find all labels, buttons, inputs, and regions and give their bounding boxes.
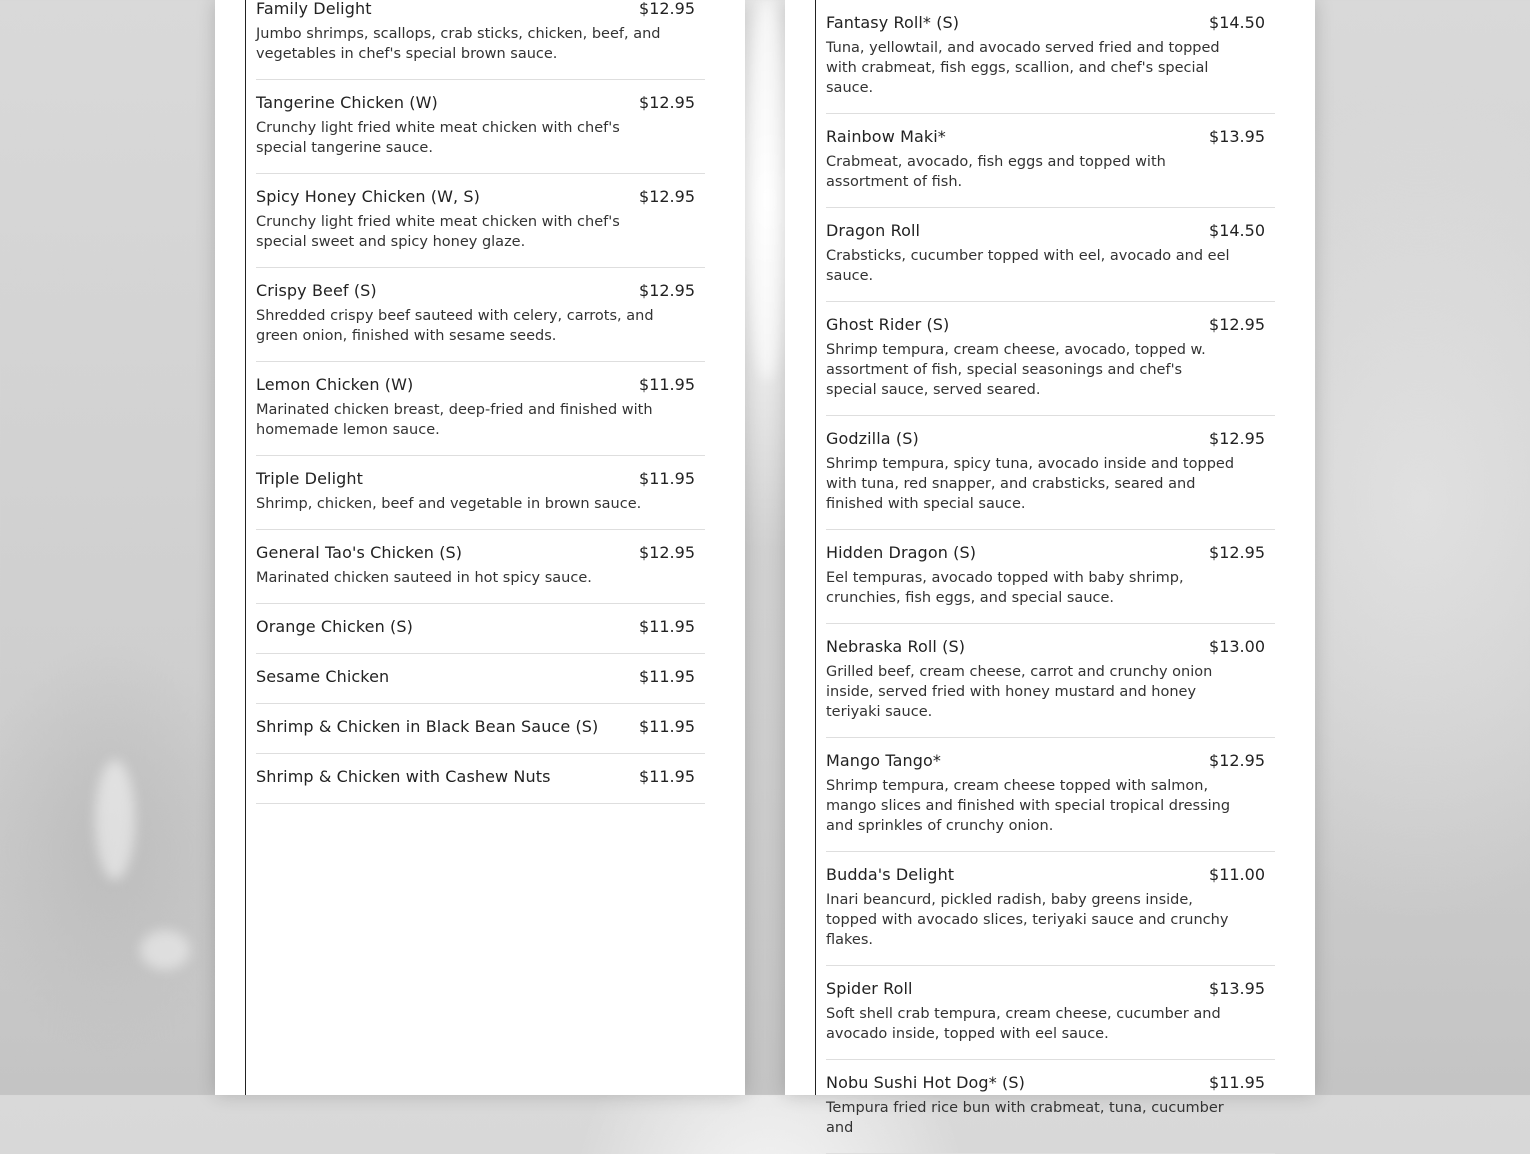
menu-item-description: Inari beancurd, pickled radish, baby greens inside, topped with avocado slices, teriyaki sauce and crunchy flakes. <box>826 892 1229 948</box>
menu-item-name: Godzilla (S) <box>826 429 919 448</box>
menu-item <box>826 624 1275 738</box>
menu-list-left <box>256 0 705 804</box>
menu-item <box>256 704 705 754</box>
menu-item-name: Budda's Delight <box>826 865 955 884</box>
menu-item <box>256 268 705 362</box>
menu-item-price: $12.95 <box>1209 315 1265 334</box>
menu-item-description: Crabsticks, cucumber topped with eel, avocado and eel sauce. <box>826 248 1230 284</box>
menu-item-price: $11.95 <box>1209 1073 1265 1092</box>
menu-item-price: $11.95 <box>639 617 695 636</box>
menu-item-name: Ghost Rider (S) <box>826 315 950 334</box>
menu-item <box>826 966 1275 1060</box>
menu-item-description: Grilled beef, cream cheese, carrot and crunchy onion inside, served fried with honey mustard and honey teriyaki sauce. <box>826 664 1213 720</box>
menu-item <box>256 0 705 80</box>
menu-item-price: $11.95 <box>639 469 695 488</box>
menu-item <box>826 530 1275 624</box>
menu-item-description: Eel tempuras, avocado topped with baby shrimp, crunchies, fish eggs, and special sauce. <box>826 570 1184 606</box>
menu-item-name: Triple Delight <box>256 469 364 488</box>
menu-item-name: Nobu Sushi Hot Dog* (S) <box>826 1073 1025 1092</box>
menu-item-name: Dragon Roll <box>826 221 921 240</box>
menu-item <box>256 362 705 456</box>
menu-item-description: Tuna, yellowtail, and avocado served fried and topped with crabmeat, fish eggs, scallion, and chef's special sauce. <box>826 40 1220 96</box>
menu-item-description: Shrimp, chicken, beef and vegetable in brown sauce. <box>256 496 642 512</box>
menu-item-name: Spicy Honey Chicken (W, S) <box>256 187 481 206</box>
menu-item-name: Shrimp & Chicken with Cashew Nuts <box>256 767 551 786</box>
menu-item-name: General Tao's Chicken (S) <box>256 543 463 562</box>
menu-item <box>826 114 1275 208</box>
menu-item-price: $12.95 <box>639 281 695 300</box>
menu-item-price: $12.95 <box>1209 429 1265 448</box>
menu-item-price: $12.95 <box>1209 543 1265 562</box>
menu-item-price: $12.95 <box>639 93 695 112</box>
menu-item-price: $11.95 <box>639 717 695 736</box>
menu-item-price: $13.95 <box>1209 979 1265 998</box>
menu-item-name: Spider Roll <box>826 979 913 998</box>
panel-rule <box>815 0 816 1095</box>
menu-item-description: Marinated chicken breast, deep-fried and finished with homemade lemon sauce. <box>256 402 653 438</box>
menu-item-name: Mango Tango* <box>826 751 941 770</box>
menu-item-description: Shrimp tempura, spicy tuna, avocado inside and topped with tuna, red snapper, and crabsticks, seared and finished with special sauce. <box>826 456 1235 512</box>
menu-item-price: $12.95 <box>639 543 695 562</box>
menu-item <box>256 530 705 604</box>
menu-item <box>256 654 705 704</box>
menu-item-description: Shrimp tempura, cream cheese, avocado, topped w. assortment of fish, special seasonings and chef's special sauce, served seared. <box>826 342 1206 398</box>
menu-item-description: Soft shell crab tempura, cream cheese, cucumber and avocado inside, topped with eel sauce. <box>826 1006 1221 1042</box>
menu-item <box>826 852 1275 966</box>
menu-item-description: Crunchy light fried white meat chicken with chef's special tangerine sauce. <box>256 120 620 156</box>
menu-item <box>826 0 1275 114</box>
menu-item <box>256 754 705 804</box>
menu-item-price: $14.50 <box>1209 13 1265 32</box>
menu-item <box>256 604 705 654</box>
menu-item <box>826 416 1275 530</box>
menu-panel-right <box>785 0 1315 1136</box>
menu-item-name: Shrimp & Chicken in Black Bean Sauce (S) <box>256 717 599 736</box>
menu-item-price: $11.00 <box>1209 865 1265 884</box>
menu-item-name: Crispy Beef (S) <box>256 281 377 300</box>
menu-item <box>826 1060 1275 1154</box>
menu-item-price: $12.95 <box>639 0 695 18</box>
menu-panel-left <box>215 0 745 1095</box>
menu-list-right <box>826 0 1275 1154</box>
menu-item-name: Orange Chicken (S) <box>256 617 413 636</box>
menu-item-description: Shrimp tempura, cream cheese topped with salmon, mango slices and finished with special tropical dressing and sprinkles of crunchy onion. <box>826 778 1231 834</box>
menu-item <box>256 456 705 530</box>
menu-item <box>826 738 1275 852</box>
background-highlight <box>745 0 790 380</box>
menu-item-description: Shredded crispy beef sauteed with celery, carrots, and green onion, finished with sesame seeds. <box>256 308 654 344</box>
menu-item <box>826 302 1275 416</box>
menu-item-price: $14.50 <box>1209 221 1265 240</box>
menu-item <box>256 80 705 174</box>
menu-item-name: Lemon Chicken (W) <box>256 375 414 394</box>
background-shape <box>140 930 190 970</box>
background-shape <box>95 760 135 880</box>
menu-item-description: Crunchy light fried white meat chicken with chef's special sweet and spicy honey glaze. <box>256 214 620 250</box>
menu-item-price: $11.95 <box>639 767 695 786</box>
menu-item-name: Sesame Chicken <box>256 667 390 686</box>
menu-item-price: $13.00 <box>1209 637 1265 656</box>
menu-item-name: Tangerine Chicken (W) <box>256 93 438 112</box>
menu-item-description: Crabmeat, avocado, fish eggs and topped with assortment of fish. <box>826 154 1166 190</box>
menu-item-description: Marinated chicken sauteed in hot spicy sauce. <box>256 570 592 586</box>
menu-item-name: Hidden Dragon (S) <box>826 543 977 562</box>
menu-item-price: $11.95 <box>639 375 695 394</box>
menu-item-price: $12.95 <box>639 187 695 206</box>
menu-item-price: $11.95 <box>639 667 695 686</box>
panel-rule <box>245 0 246 1095</box>
menu-item-price: $12.95 <box>1209 751 1265 770</box>
menu-item-name: Rainbow Maki* <box>826 127 946 146</box>
menu-item-price: $13.95 <box>1209 127 1265 146</box>
menu-item-name: Fantasy Roll* (S) <box>826 13 960 32</box>
menu-item-description: Tempura fried rice bun with crabmeat, tuna, cucumber and <box>826 1100 1224 1136</box>
menu-item-name: Nebraska Roll (S) <box>826 637 966 656</box>
menu-item <box>256 174 705 268</box>
menu-item <box>826 208 1275 302</box>
menu-item-name: Family Delight <box>256 0 372 18</box>
menu-item-description: Jumbo shrimps, scallops, crab sticks, chicken, beef, and vegetables in chef's special brown sauce. <box>256 26 661 62</box>
